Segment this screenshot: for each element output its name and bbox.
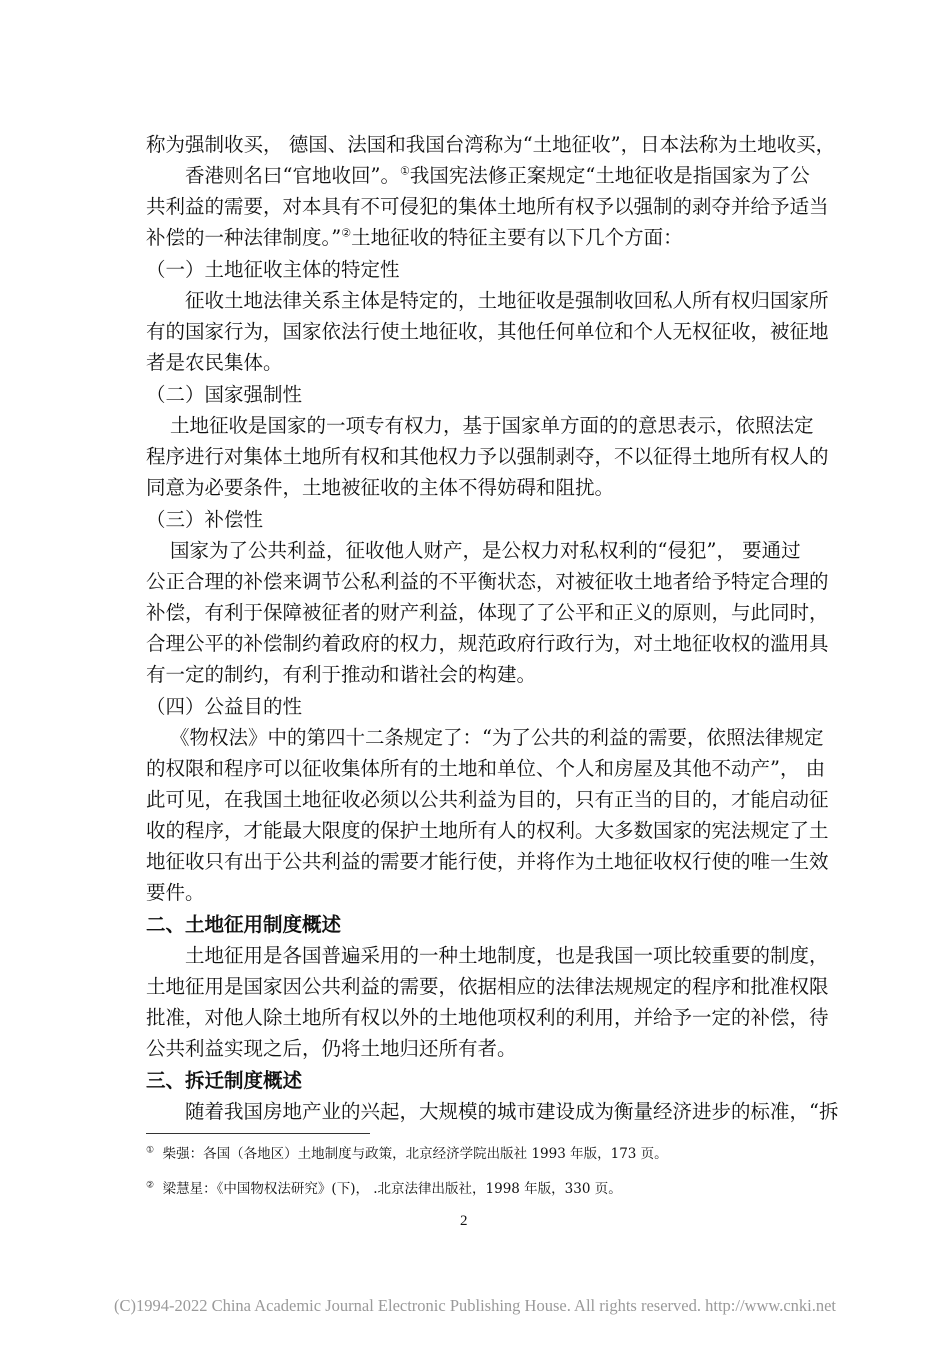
section-heading: （四）公益目的性 [146, 695, 303, 718]
paragraph-line: 合理公平的补偿制约着政府的权力，规范政府行政行为，对土地征收权的滥用具 [146, 632, 829, 655]
paragraph-line: 同意为必要条件，土地被征收的主体不得妨碍和阻扰。 [146, 476, 615, 499]
paragraph-line: 程序进行对集体土地所有权和其他权力予以强制剥夺，不以征得土地所有权人的 [146, 445, 829, 468]
paragraph-line: 公正合理的补偿来调节公私利益的不平衡状态，对被征收土地者给予特定合理的 [146, 570, 829, 593]
paragraph-line: 国家为了公共利益，征收他人财产，是公权力对私权利的“侵犯”， 要通过 [170, 539, 801, 562]
footnote-2 [146, 1179, 622, 1199]
section-heading: （一）土地征收主体的特定性 [146, 258, 400, 281]
paragraph-line: 有的国家行为，国家依法行使土地征收，其他任何单位和个人无权征收，被征地 [146, 320, 829, 343]
paragraph-line [185, 161, 835, 191]
section-heading: （二）国家强制性 [146, 383, 303, 406]
paragraph-line: 批准，对他人除土地所有权以外的土地他项权利的利用，并给予一定的补偿，待 [146, 1006, 829, 1029]
paragraph-line: 者是农民集体。 [146, 351, 283, 374]
footnote-divider [146, 1133, 370, 1134]
paragraph-line: 的权限和程序可以征收集体所有的土地和单位、个人和房屋及其他不动产”， 由 [146, 757, 826, 780]
paragraph-line: 土地征收是国家的一项专有权力，基于国家单方面的的意思表示，依照法定 [170, 414, 814, 437]
footnote-ref-2: ② [341, 226, 352, 240]
paragraph-line: 公共利益实现之后，仍将土地归还所有者。 [146, 1037, 517, 1060]
footnote-1 [146, 1144, 668, 1164]
footnote-text: 梁慧星：《中国物权法研究》(下)， .北京法律出版社，1998 年版，330 页。 [162, 1181, 622, 1197]
line-text: 补偿的一种法律制度。” [146, 226, 342, 249]
line-text: 我国宪法修正案规定“土地征收是指国家为了公 [409, 164, 810, 187]
paragraph-line: 共利益的需要，对本具有不可侵犯的集体土地所有权予以强制的剥夺并给予适当 [146, 195, 829, 218]
paragraph-line: 补偿，有利于保障被征者的财产利益，体现了了公平和正义的原则，与此同时， [146, 601, 829, 624]
paragraph-line: 有一定的制约，有利于推动和谐社会的构建。 [146, 663, 537, 686]
section-heading: （三）补偿性 [146, 508, 264, 531]
paragraph-line: 随着我国房地产业的兴起，大规模的城市建设成为衡量经济进步的标准，“拆 [185, 1100, 839, 1123]
footnote-ref-1: ① [399, 164, 410, 178]
chapter-heading: 二、土地征用制度概述 [146, 913, 342, 936]
chapter-heading: 三、拆迁制度概述 [146, 1069, 303, 1092]
line-text: 香港则名曰“官地收回”。 [185, 164, 400, 187]
paragraph-line [146, 223, 796, 253]
paragraph-line: 收的程序，才能最大限度的保护土地所有人的权利。大多数国家的宪法规定了土 [146, 819, 829, 842]
footnote-text: 柴强：各国（各地区）土地制度与政策，北京经济学院出版社 1993 年版，173 页。 [162, 1146, 668, 1162]
paragraph-line: 征收土地法律关系主体是特定的，土地征收是强制收回私人所有权归国家所 [185, 289, 829, 312]
page-number: 2 [460, 1213, 468, 1229]
paragraph-line: 称为强制收买， 德国、法国和我国台湾称为“土地征收”，日本法称为土地收买， [146, 133, 836, 156]
paragraph-line: 土地征用是各国普遍采用的一种土地制度，也是我国一项比较重要的制度， [185, 944, 829, 967]
paragraph-line: 要件。 [146, 881, 205, 904]
paragraph-line: 《物权法》中的第四十二条规定了：“为了公共的利益的需要，依照法律规定 [170, 726, 824, 749]
paragraph-line: 土地征用是国家因公共利益的需要，依据相应的法律法规规定的程序和批准权限 [146, 975, 829, 998]
copyright-watermark: (C)1994-2022 China Academic Journal Electronic Publishing House. All rights reserved. http://www.cnki.net [113, 1296, 837, 1315]
paragraph-line: 地征收只有出于公共利益的需要才能行使，并将作为土地征收权行使的唯一生效 [146, 850, 829, 873]
footnote-mark: ② [146, 1180, 155, 1191]
footnote-mark: ① [146, 1145, 155, 1156]
paragraph-line: 此可见，在我国土地征收必须以公共利益为目的，只有正当的目的，才能启动征 [146, 788, 829, 811]
line-text: 土地征收的特征主要有以下几个方面： [351, 226, 683, 249]
